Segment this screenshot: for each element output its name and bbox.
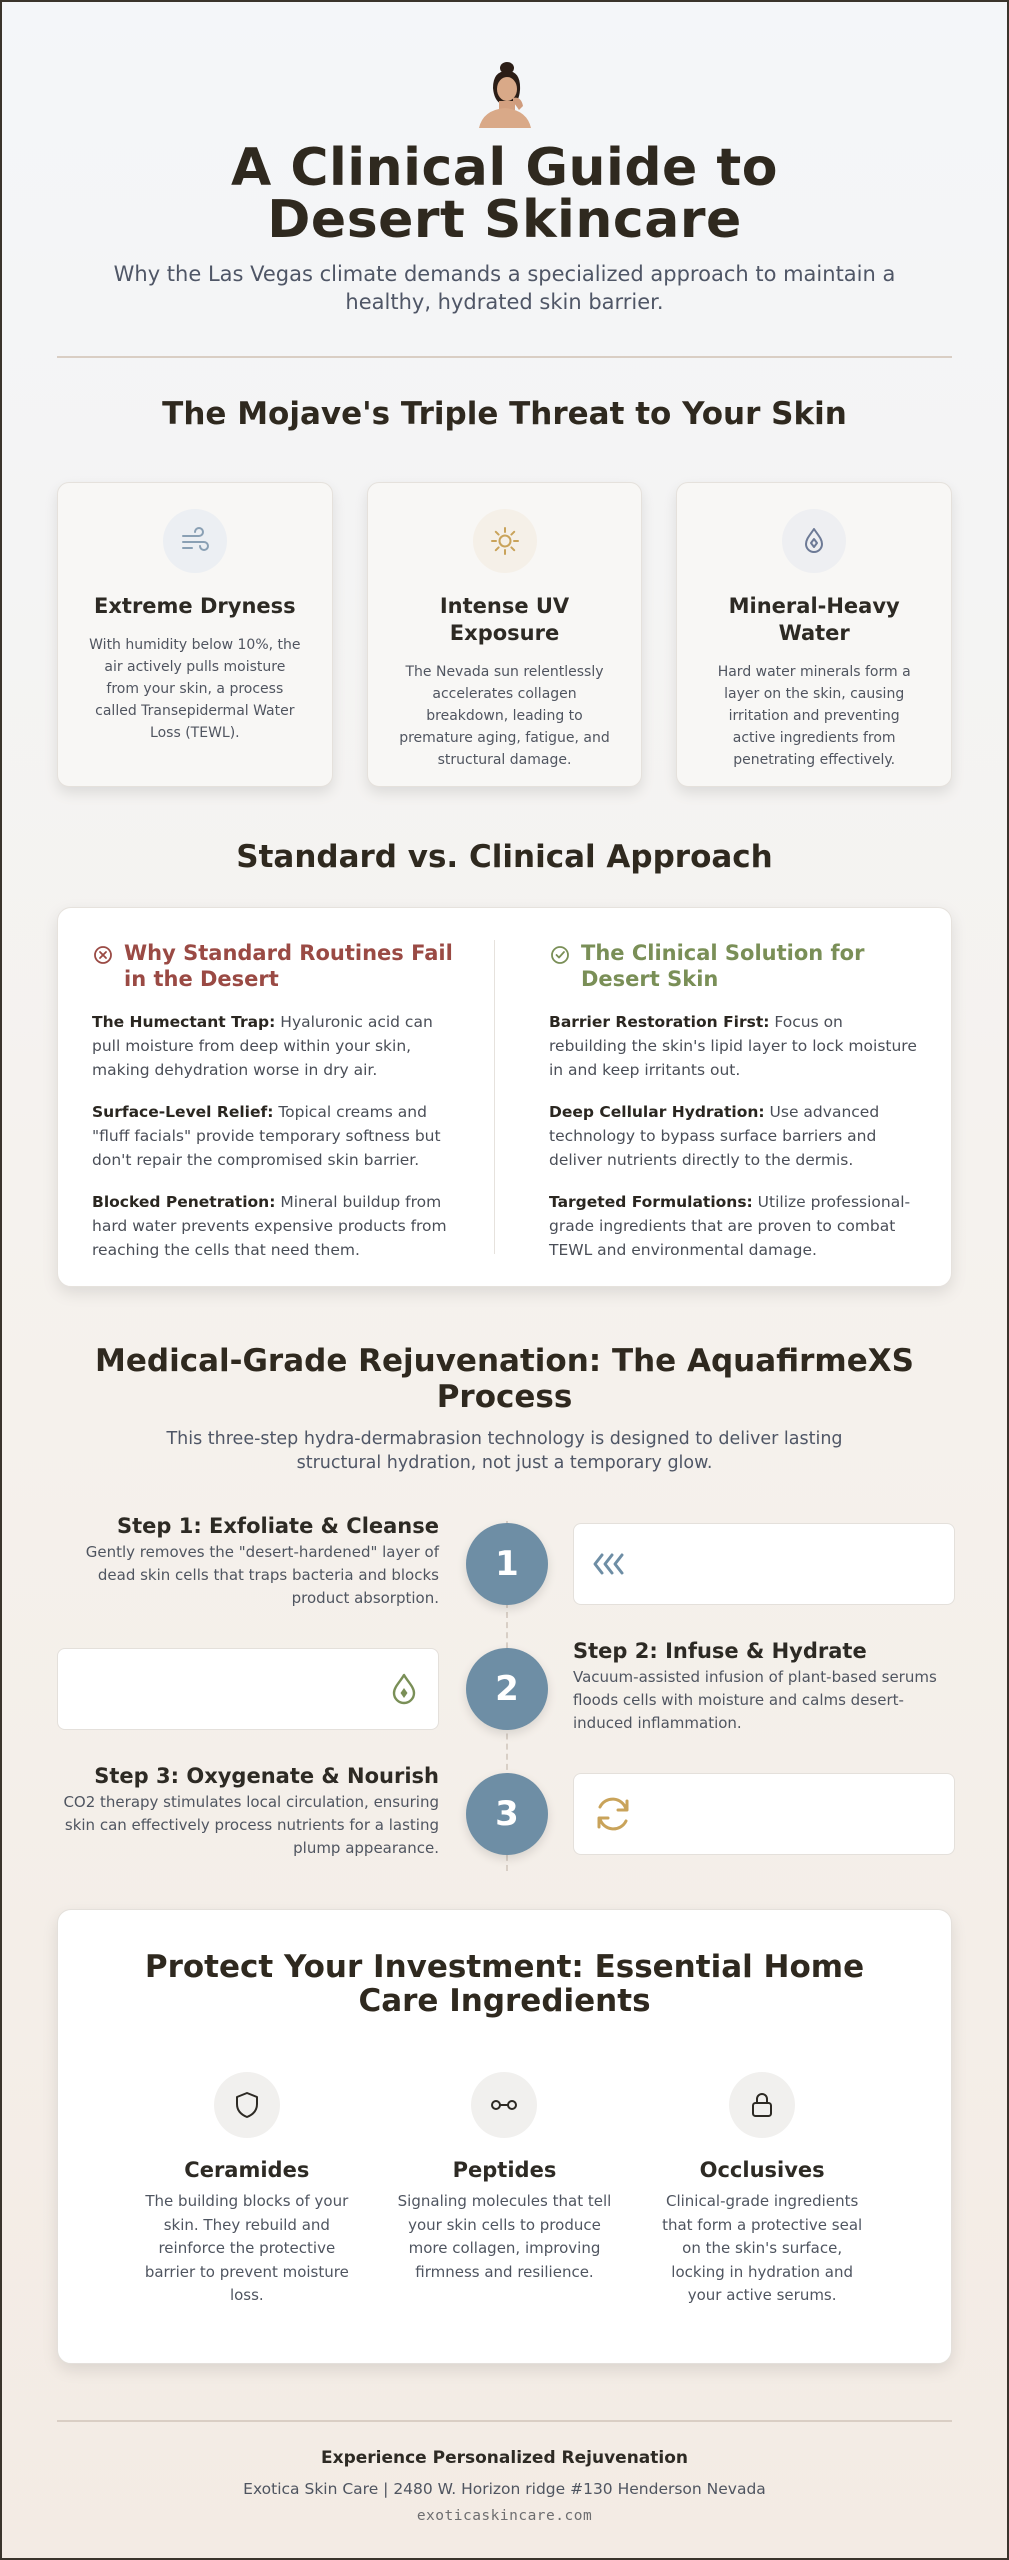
step-description: Vacuum-assisted infusion of plant-based serums floods cells with moisture and calms desert-induced inflammation. (573, 1668, 937, 1732)
clinical-item: Deep Cellular Hydration: Use advanced technology to bypass surface barriers and deliver nutrients directly to the dermis. (549, 1103, 880, 1169)
page-subtitle: Why the Las Vegas climate demands a specialized approach to maintain a healthy, hydrated skin barrier. (113, 262, 896, 314)
link-icon (471, 2072, 537, 2138)
step-1 (57, 1514, 956, 1633)
shield-icon (214, 2072, 280, 2138)
footer-address: Exotica Skin Care | 2480 W. Horizon ridge #130 Henderson Nevada (243, 2480, 766, 2498)
process-title: Medical-Grade Rejuvenation: The AquafirmeXS Process (95, 1343, 914, 1415)
ingredient-text: Signaling molecules that tell your skin cells to produce more collagen, improving firmness and resilience. (397, 2192, 612, 2281)
droplet-icon (782, 509, 846, 573)
ingredient-title: Ceramides (184, 2158, 310, 2182)
standard-heading-text: Why Standard Routines Fail in the Desert (124, 941, 453, 991)
step-number-badge: 2 (466, 1648, 548, 1730)
footer-cta: Experience Personalized Rejuvenation (320, 2448, 689, 2468)
standard-item: Surface-Level Relief: Topical creams and "fluff facials" provide temporary softness but don't repair the compromised skin barrier. (92, 1103, 441, 1169)
standard-item: Blocked Penetration: Mineral buildup from hard water prevents expensive products from reaching the cells that need them. (92, 1193, 447, 1259)
threat-card-dryness (57, 482, 333, 787)
step-illustration (573, 1773, 955, 1855)
step-title: Step 1: Exfoliate & Cleanse (116, 1514, 439, 1538)
step-title: Step 2: Infuse & Hydrate (573, 1639, 867, 1663)
threat-cards (57, 482, 952, 787)
wind-icon (163, 509, 227, 573)
standard-heading (92, 940, 460, 992)
ingredient-text: Clinical-grade ingredients that form a protective seal on the skin's surface, locking in hydration and your active serums. (662, 2192, 863, 2304)
ingredient-occlusives (655, 2072, 870, 2308)
step-number-badge: 1 (466, 1523, 548, 1605)
comparison-box (57, 907, 952, 1287)
check-circle-icon (549, 944, 571, 966)
ingredient-title: Occlusives (699, 2158, 825, 2182)
threat-text: The Nevada sun relentlessly accelerates collagen breakdown, leading to premature aging, fatigue, and structural damage. (399, 664, 610, 768)
section-divider (57, 356, 952, 358)
threats-title: The Mojave's Triple Threat to Your Skin (162, 396, 847, 432)
standard-item: The Humectant Trap: Hyaluronic acid can pull moisture from deep within your skin, making dehydration worse in dry air. (92, 1013, 433, 1079)
home-care-title: Protect Your Investment: Essential Home Care Ingredients (144, 1949, 865, 2019)
page-title: A Clinical Guide to Desert Skincare (230, 138, 779, 250)
step-description: CO2 therapy stimulates local circulation, ensuring skin can effectively process nutrients for a lasting plump appearance. (63, 1793, 439, 1857)
threat-title: Mineral-Heavy Water (728, 594, 900, 645)
footer-website-link[interactable]: exoticaskincare.com (416, 2508, 593, 2524)
step-description: Gently removes the "desert-hardened" layer of dead skin cells that traps bacteria and blocks product absorption. (85, 1543, 439, 1607)
footer-divider (57, 2420, 952, 2422)
refresh-icon (592, 1795, 634, 1833)
ingredient-ceramides (139, 2072, 354, 2308)
process-steps (57, 1511, 952, 1881)
step-text (57, 1513, 439, 1610)
ingredient-title: Peptides (452, 2158, 557, 2182)
sun-icon (473, 509, 537, 573)
process-intro: This three-step hydra-dermabrasion technology is designed to deliver lasting structural hydration, not just a temporary glow. (166, 1429, 843, 1473)
clinical-heading (549, 940, 917, 992)
step-title: Step 3: Oxygenate & Nourish (94, 1764, 439, 1788)
clinical-item: Targeted Formulations: Utilize professional-grade ingredients that are proven to combat TEWL and environmental damage. (549, 1193, 911, 1259)
step-text (57, 1763, 439, 1860)
step-number-badge: 3 (466, 1773, 548, 1855)
ingredient-list (88, 2072, 921, 2308)
step-text (573, 1638, 956, 1735)
home-care-box (57, 1909, 952, 2364)
hero-section (57, 2, 952, 316)
threat-title: Intense UV Exposure (439, 594, 570, 645)
rewind-arrows-icon (592, 1551, 632, 1577)
step-2 (57, 1639, 956, 1758)
clinical-item: Barrier Restoration First: Focus on rebuilding the skin's lipid layer to lock moisture in and keep irritants out. (549, 1013, 917, 1079)
ingredient-text: The building blocks of your skin. They rebuild and reinforce the protective barrier to prevent moisture loss. (144, 2192, 349, 2304)
x-circle-icon (92, 944, 114, 966)
threat-card-water (676, 482, 952, 787)
clinical-column (495, 940, 917, 1286)
step-illustration (573, 1523, 955, 1605)
threat-text: With humidity below 10%, the air actively pulls moisture from your skin, a process called Transepidermal Water Loss (TEWL). (89, 637, 301, 741)
standard-column (92, 940, 495, 1259)
step-3 (57, 1764, 956, 1883)
step-illustration (57, 1648, 439, 1730)
threat-text: Hard water minerals form a layer on the skin, causing irritation and preventing active ingredients from penetrating effectively. (717, 664, 911, 768)
ingredient-peptides (397, 2072, 612, 2308)
threat-card-uv (367, 482, 643, 787)
woman-portrait-image (473, 58, 537, 128)
footer (57, 2448, 952, 2524)
threat-title: Extreme Dryness (94, 594, 296, 618)
comparison-title: Standard vs. Clinical Approach (236, 839, 773, 875)
clinical-heading-text: The Clinical Solution for Desert Skin (581, 941, 865, 991)
lock-icon (729, 2072, 795, 2138)
droplet-icon (388, 1672, 420, 1706)
